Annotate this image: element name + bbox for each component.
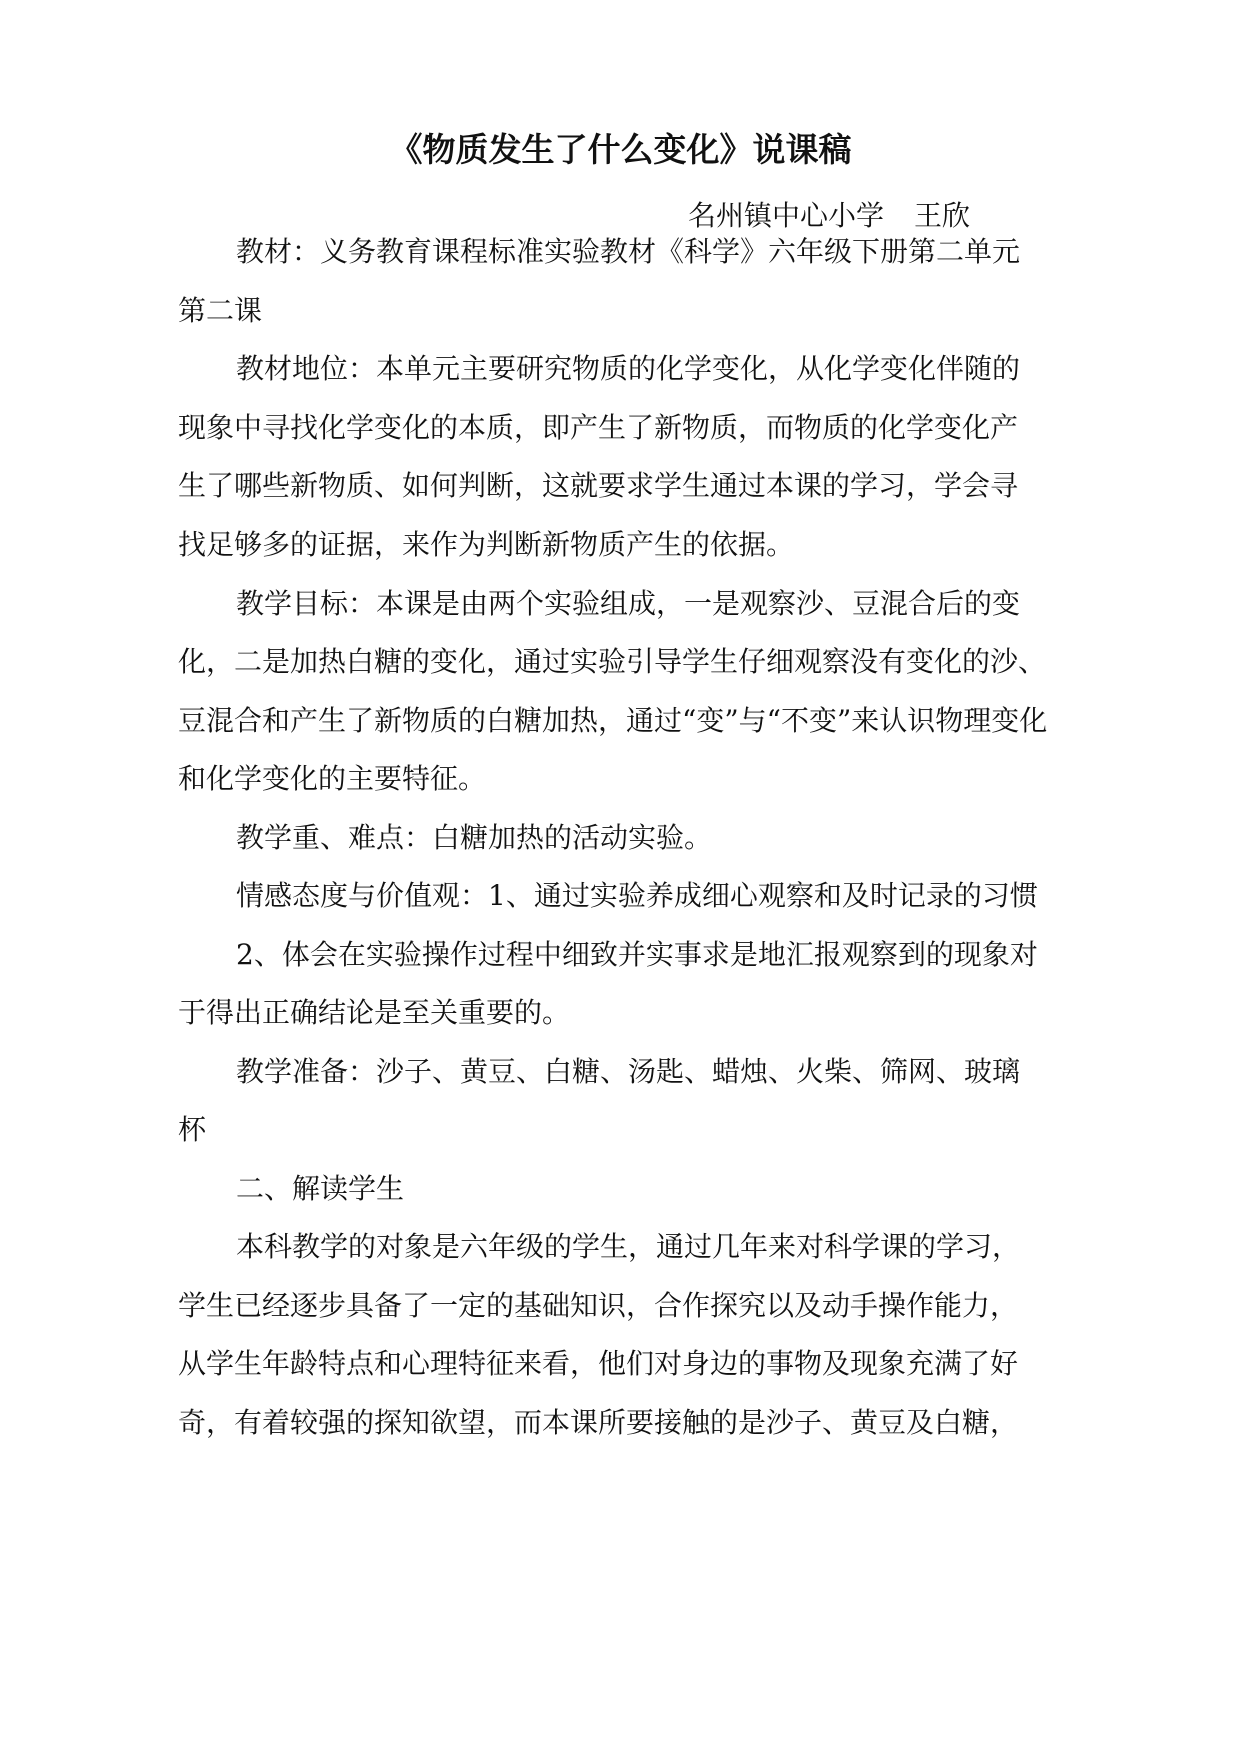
paragraph-line: 化，二是加热白糖的变化，通过实验引导学生仔细观察没有变化的沙、 [178, 645, 1047, 678]
paragraph-line: 教学目标：本课是由两个实验组成，一是观察沙、豆混合后的变 [236, 587, 1021, 620]
paragraph-line: 生了哪些新物质、如何判断，这就要求学生通过本课的学习，学会寻 [178, 469, 1019, 502]
author-line [688, 196, 970, 236]
paragraph-line: 于得出正确结论是至关重要的。 [178, 996, 571, 1029]
paragraph-line: 豆混合和产生了新物质的白糖加热，通过“变”与“不变”来认识物理变化 [178, 704, 1048, 737]
paragraph-line: 现象中寻找化学变化的本质，即产生了新物质，而物质的化学变化产 [178, 411, 1019, 444]
author-school: 名州镇中心小学 [688, 199, 885, 232]
paragraph-line: 和化学变化的主要特征。 [178, 762, 487, 795]
paragraph-line: 教学准备：沙子、黄豆、白糖、汤匙、蜡烛、火柴、筛网、玻璃 [236, 1055, 1021, 1088]
author-name: 王欣 [914, 199, 971, 232]
paragraph-line: 奇，有着较强的探知欲望，而本课所要接触的是沙子、黄豆及白糖， [178, 1406, 1019, 1439]
section-heading: 二、解读学生 [236, 1172, 405, 1205]
paragraph-line: 学生已经逐步具备了一定的基础知识，合作探究以及动手操作能力， [178, 1289, 1019, 1322]
paragraph-line: 找足够多的证据，来作为判断新物质产生的依据。 [178, 528, 795, 561]
document-title: 《物质发生了什么变化》说课稿 [389, 130, 852, 169]
paragraph-line: 教学重、难点：白糖加热的活动实验。 [236, 821, 713, 854]
paragraph-line: 杯 [178, 1113, 207, 1146]
paragraph-line: 情感态度与价值观：1、通过实验养成细心观察和及时记录的习惯 [236, 879, 1038, 912]
paragraph-line: 教材：义务教育课程标准实验教材《科学》六年级下册第二单元 [236, 235, 1021, 268]
paragraph-line: 第二课 [178, 294, 263, 327]
paragraph-line: 从学生年龄特点和心理特征来看，他们对身边的事物及现象充满了好 [178, 1347, 1019, 1380]
paragraph-line: 教材地位：本单元主要研究物质的化学变化，从化学变化伴随的 [236, 352, 1021, 385]
paragraph-line: 本科教学的对象是六年级的学生，通过几年来对科学课的学习， [236, 1230, 1021, 1263]
paragraph-line: 2、体会在实验操作过程中细致并实事求是地汇报观察到的现象对 [236, 938, 1038, 971]
